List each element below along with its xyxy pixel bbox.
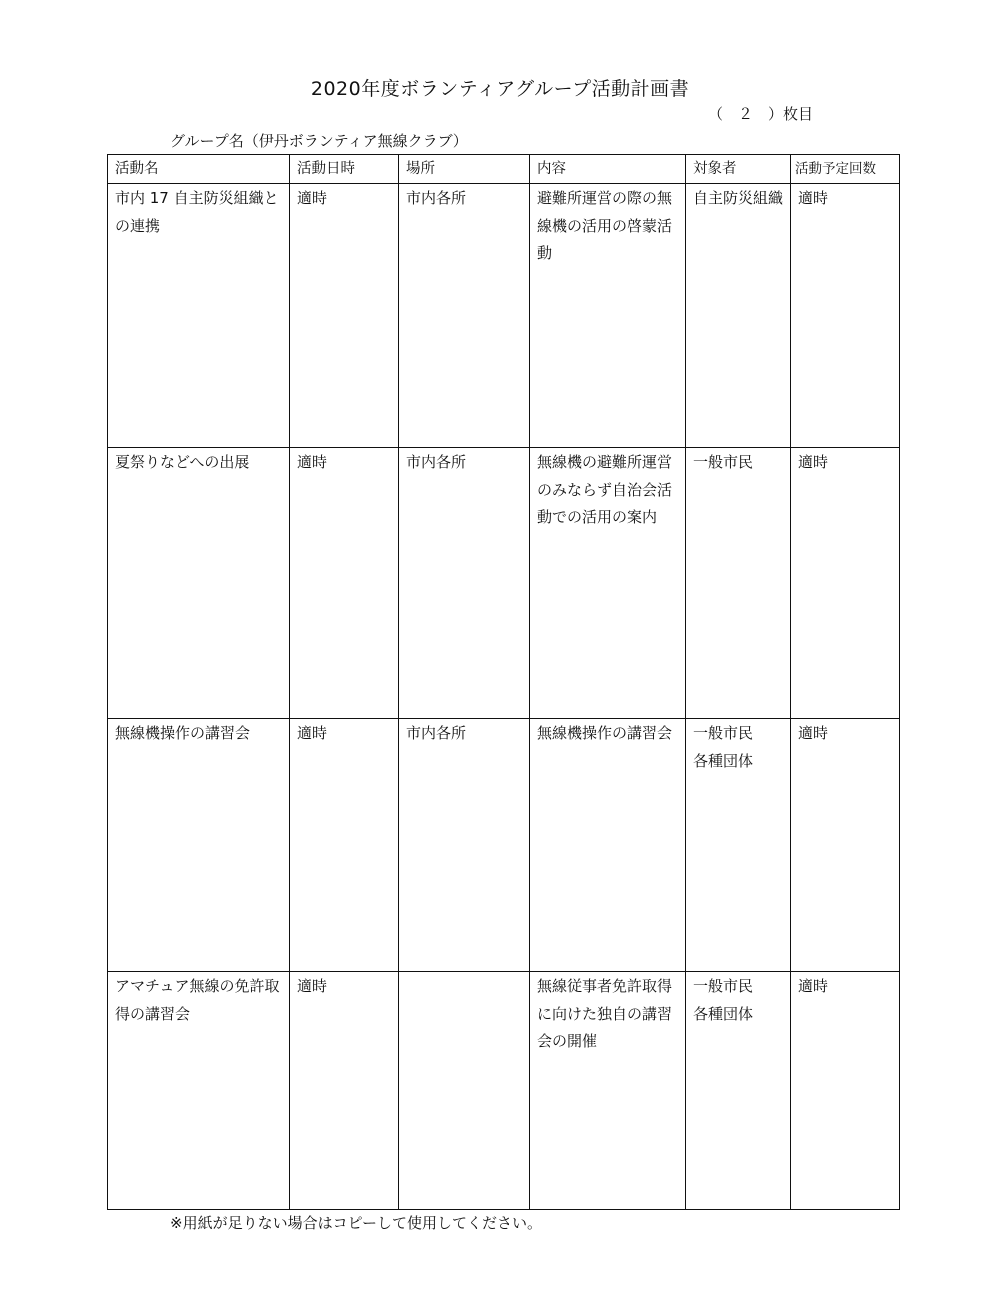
header-content: 内容 <box>530 155 686 184</box>
cell-content: 無線機の避難所運営のみならず自治会活動での活用の案内 <box>530 448 686 719</box>
cell-planned-count: 適時 <box>791 719 900 972</box>
cell-activity-datetime: 適時 <box>290 448 399 719</box>
cell-location: 市内各所 <box>399 719 530 972</box>
header-target: 対象者 <box>686 155 791 184</box>
sheet-number: （ ２ ）枚目 <box>708 105 814 123</box>
cell-location <box>399 972 530 1210</box>
cell-location: 市内各所 <box>399 448 530 719</box>
header-activity-datetime: 活動日時 <box>290 155 399 184</box>
header-activity-name: 活動名 <box>108 155 290 184</box>
cell-target: 一般市民 <box>686 448 791 719</box>
cell-activity-name: 無線機操作の講習会 <box>108 719 290 972</box>
activity-plan-table <box>107 154 900 1210</box>
document-title: 2020年度ボランティアグループ活動計画書 <box>310 78 690 100</box>
cell-planned-count: 適時 <box>791 972 900 1210</box>
cell-activity-name: 市内 17 自主防災組織との連携 <box>108 184 290 448</box>
cell-activity-datetime: 適時 <box>290 719 399 972</box>
cell-content: 避難所運営の際の無線機の活用の啓蒙活動 <box>530 184 686 448</box>
table-header-row <box>108 155 900 184</box>
cell-planned-count: 適時 <box>791 184 900 448</box>
cell-target: 一般市民 各種団体 <box>686 719 791 972</box>
cell-content: 無線機操作の講習会 <box>530 719 686 972</box>
cell-location: 市内各所 <box>399 184 530 448</box>
cell-activity-datetime: 適時 <box>290 972 399 1210</box>
cell-target: 自主防災組織 <box>686 184 791 448</box>
table-row <box>108 184 900 448</box>
cell-content: 無線従事者免許取得に向けた独自の講習会の開催 <box>530 972 686 1210</box>
header-location: 場所 <box>399 155 530 184</box>
table-row <box>108 448 900 719</box>
cell-activity-name: 夏祭りなどへの出展 <box>108 448 290 719</box>
table-row <box>108 719 900 972</box>
header-planned-count: 活動予定回数 <box>791 155 900 184</box>
cell-planned-count: 適時 <box>791 448 900 719</box>
cell-activity-name: アマチュア無線の免許取得の講習会 <box>108 972 290 1210</box>
cell-target: 一般市民 各種団体 <box>686 972 791 1210</box>
table-row <box>108 972 900 1210</box>
cell-activity-datetime: 適時 <box>290 184 399 448</box>
footnote: ※用紙が足りない場合はコピーして使用してください。 <box>170 1214 542 1232</box>
group-name: グループ名（伊丹ボランティア無線クラブ） <box>170 132 468 150</box>
